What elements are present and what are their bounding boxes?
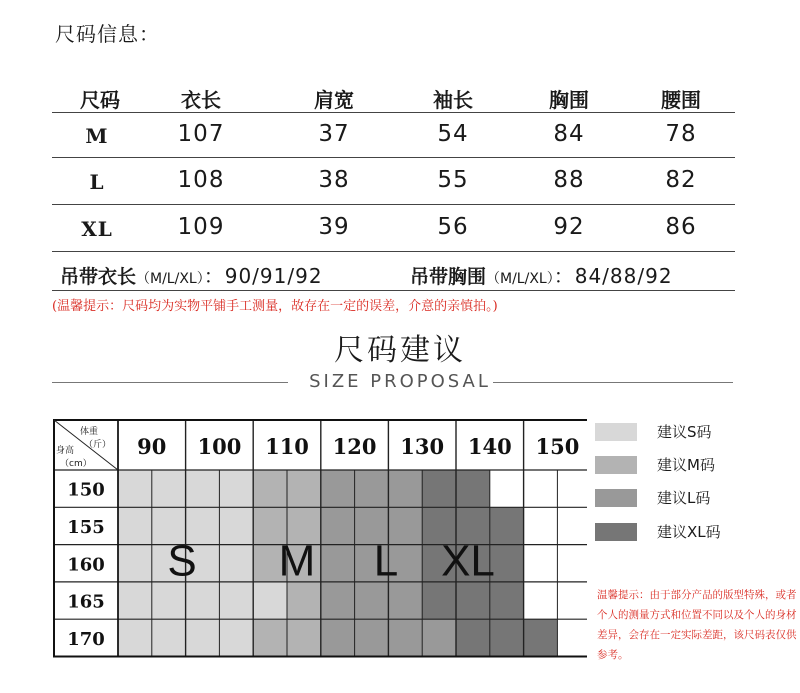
strap-length-sizes: （M/L/XL） [136,271,204,287]
height-label: 165 [67,591,105,613]
grid-cell [253,470,287,507]
grid-cell [219,507,253,544]
strap-chest-label: 吊带胸围 [410,266,487,288]
measurement-disclaimer: (温馨提示：尺码均为实物平铺手工测量，故存在一定的误差，介意的亲慎拍。) [52,299,498,314]
row-xl-waist: 86 [665,214,697,240]
grid-cell [321,619,355,656]
grid-cell [152,582,186,619]
size-recommendation-grid [52,418,587,660]
grid-cell [388,582,422,619]
row-l-sleeve: 55 [437,167,469,193]
header-length: 衣长 [181,88,221,112]
row-m-sleeve: 54 [437,121,469,147]
height-label: 160 [67,554,105,576]
proposal-title: 尺码建议 [334,333,466,368]
grid-cell [422,470,456,507]
grid-cell [524,545,558,582]
grid-cell [186,582,220,619]
grid-cell [557,619,587,656]
proposal-subtitle: SIZE PROPOSAL [309,371,491,392]
table-divider [52,112,735,113]
grid-cell [321,582,355,619]
grid-cell [152,470,186,507]
grid-cell [287,619,321,656]
legend-label-xl: 建议XL码 [657,523,721,541]
legend-swatch-l [595,489,637,507]
strap-length-label: 吊带衣长 [60,266,137,288]
grid-cell [253,619,287,656]
corner-height-label: 身高 [56,446,75,456]
grid-cell [388,470,422,507]
grid-cell [456,582,490,619]
grid-cell [490,619,524,656]
legend-swatch-s [595,423,637,441]
size-label-m: M [278,536,316,586]
row-xl-chest: 92 [553,214,585,240]
grid-cell [355,470,389,507]
grid-cell [118,507,152,544]
size-info-title: 尺码信息： [55,22,160,46]
grid-cell [321,470,355,507]
grid-cell [524,582,558,619]
grid-cell [456,470,490,507]
row-l-shoulder: 38 [318,167,350,193]
size-tip: 温馨提示：由于部分产品的版型特殊，或者个人的测量方式和位置不同以及个人的身材差异，会存在一定实际差距，该尺码表仅供参考。 [597,589,797,661]
height-label: 170 [67,628,105,650]
row-m-waist: 78 [665,121,697,147]
row-xl-shoulder: 39 [318,214,350,240]
grid-cell [490,470,524,507]
height-label: 155 [67,516,105,538]
row-xl-length: 109 [177,214,225,240]
weight-header: 100 [197,434,242,459]
legend-label-m: 建议M码 [657,456,715,474]
legend-swatch-xl [595,523,637,541]
corner-weight-label: 体重 [80,427,99,437]
grid-cell [490,582,524,619]
weight-header: 150 [535,434,580,459]
grid-cell [557,507,587,544]
legend-label-s: 建议S码 [657,423,712,441]
grid-cell [118,619,152,656]
size-label-s: S [167,536,197,586]
table-divider [52,157,735,158]
row-l-size: L [89,170,105,194]
header-chest: 胸围 [549,88,589,112]
weight-header: 130 [400,434,445,459]
grid-cell [219,470,253,507]
legend-swatch-m [595,456,637,474]
row-l-waist: 82 [665,167,697,193]
grid-cell [355,582,389,619]
table-divider [52,251,735,252]
grid-cell [422,619,456,656]
height-label: 150 [67,479,105,501]
size-label-xl: XL [441,536,495,586]
grid-cell [253,582,287,619]
grid-cell [219,545,253,582]
grid-cell [287,470,321,507]
grid-cell [186,619,220,656]
grid-cell [321,507,355,544]
table-divider [52,204,735,205]
row-m-size: M [85,124,109,148]
grid-cell [118,470,152,507]
grid-cell [152,619,186,656]
grid-cell [219,582,253,619]
strap-length-value: ：90/91/92 [203,264,323,288]
row-m-shoulder: 37 [318,121,350,147]
row-xl-size: XL [81,217,113,241]
weight-header: 90 [137,434,167,459]
header-waist: 腰围 [661,88,701,112]
weight-header: 110 [265,434,309,459]
row-l-chest: 88 [553,167,585,193]
strap-length-info [60,260,323,289]
row-l-length: 108 [177,167,225,193]
grid-cell [355,619,389,656]
grid-cell [388,619,422,656]
grid-cell [524,507,558,544]
strap-chest-sizes: （M/L/XL） [486,271,554,287]
grid-cell [219,619,253,656]
row-m-length: 107 [177,121,225,147]
grid-cell [422,582,456,619]
row-xl-sleeve: 56 [437,214,469,240]
table-divider [52,290,735,291]
row-m-chest: 84 [553,121,585,147]
header-sleeve: 袖长 [433,88,473,112]
grid-cell [557,582,587,619]
grid-cell [321,545,355,582]
size-label-l: L [373,536,399,586]
proposal-rule-right [493,382,733,383]
grid-cell [557,470,587,507]
grid-cell [524,619,558,656]
grid-cell [118,545,152,582]
legend-label-l: 建议L码 [657,489,711,507]
strap-chest-value: ：84/88/92 [553,264,673,288]
corner-height-unit: （cm） [60,459,92,469]
weight-header: 120 [332,434,377,459]
grid-cell [557,545,587,582]
grid-cell [186,470,220,507]
grid-cell [524,470,558,507]
grid-cell [287,582,321,619]
strap-chest-info [410,260,673,289]
grid-cell [118,582,152,619]
grid-cell [456,619,490,656]
corner-weight-unit: （斤） [84,440,112,450]
header-size: 尺码 [80,88,120,112]
header-shoulder: 肩宽 [314,88,354,112]
weight-header: 140 [467,434,512,459]
